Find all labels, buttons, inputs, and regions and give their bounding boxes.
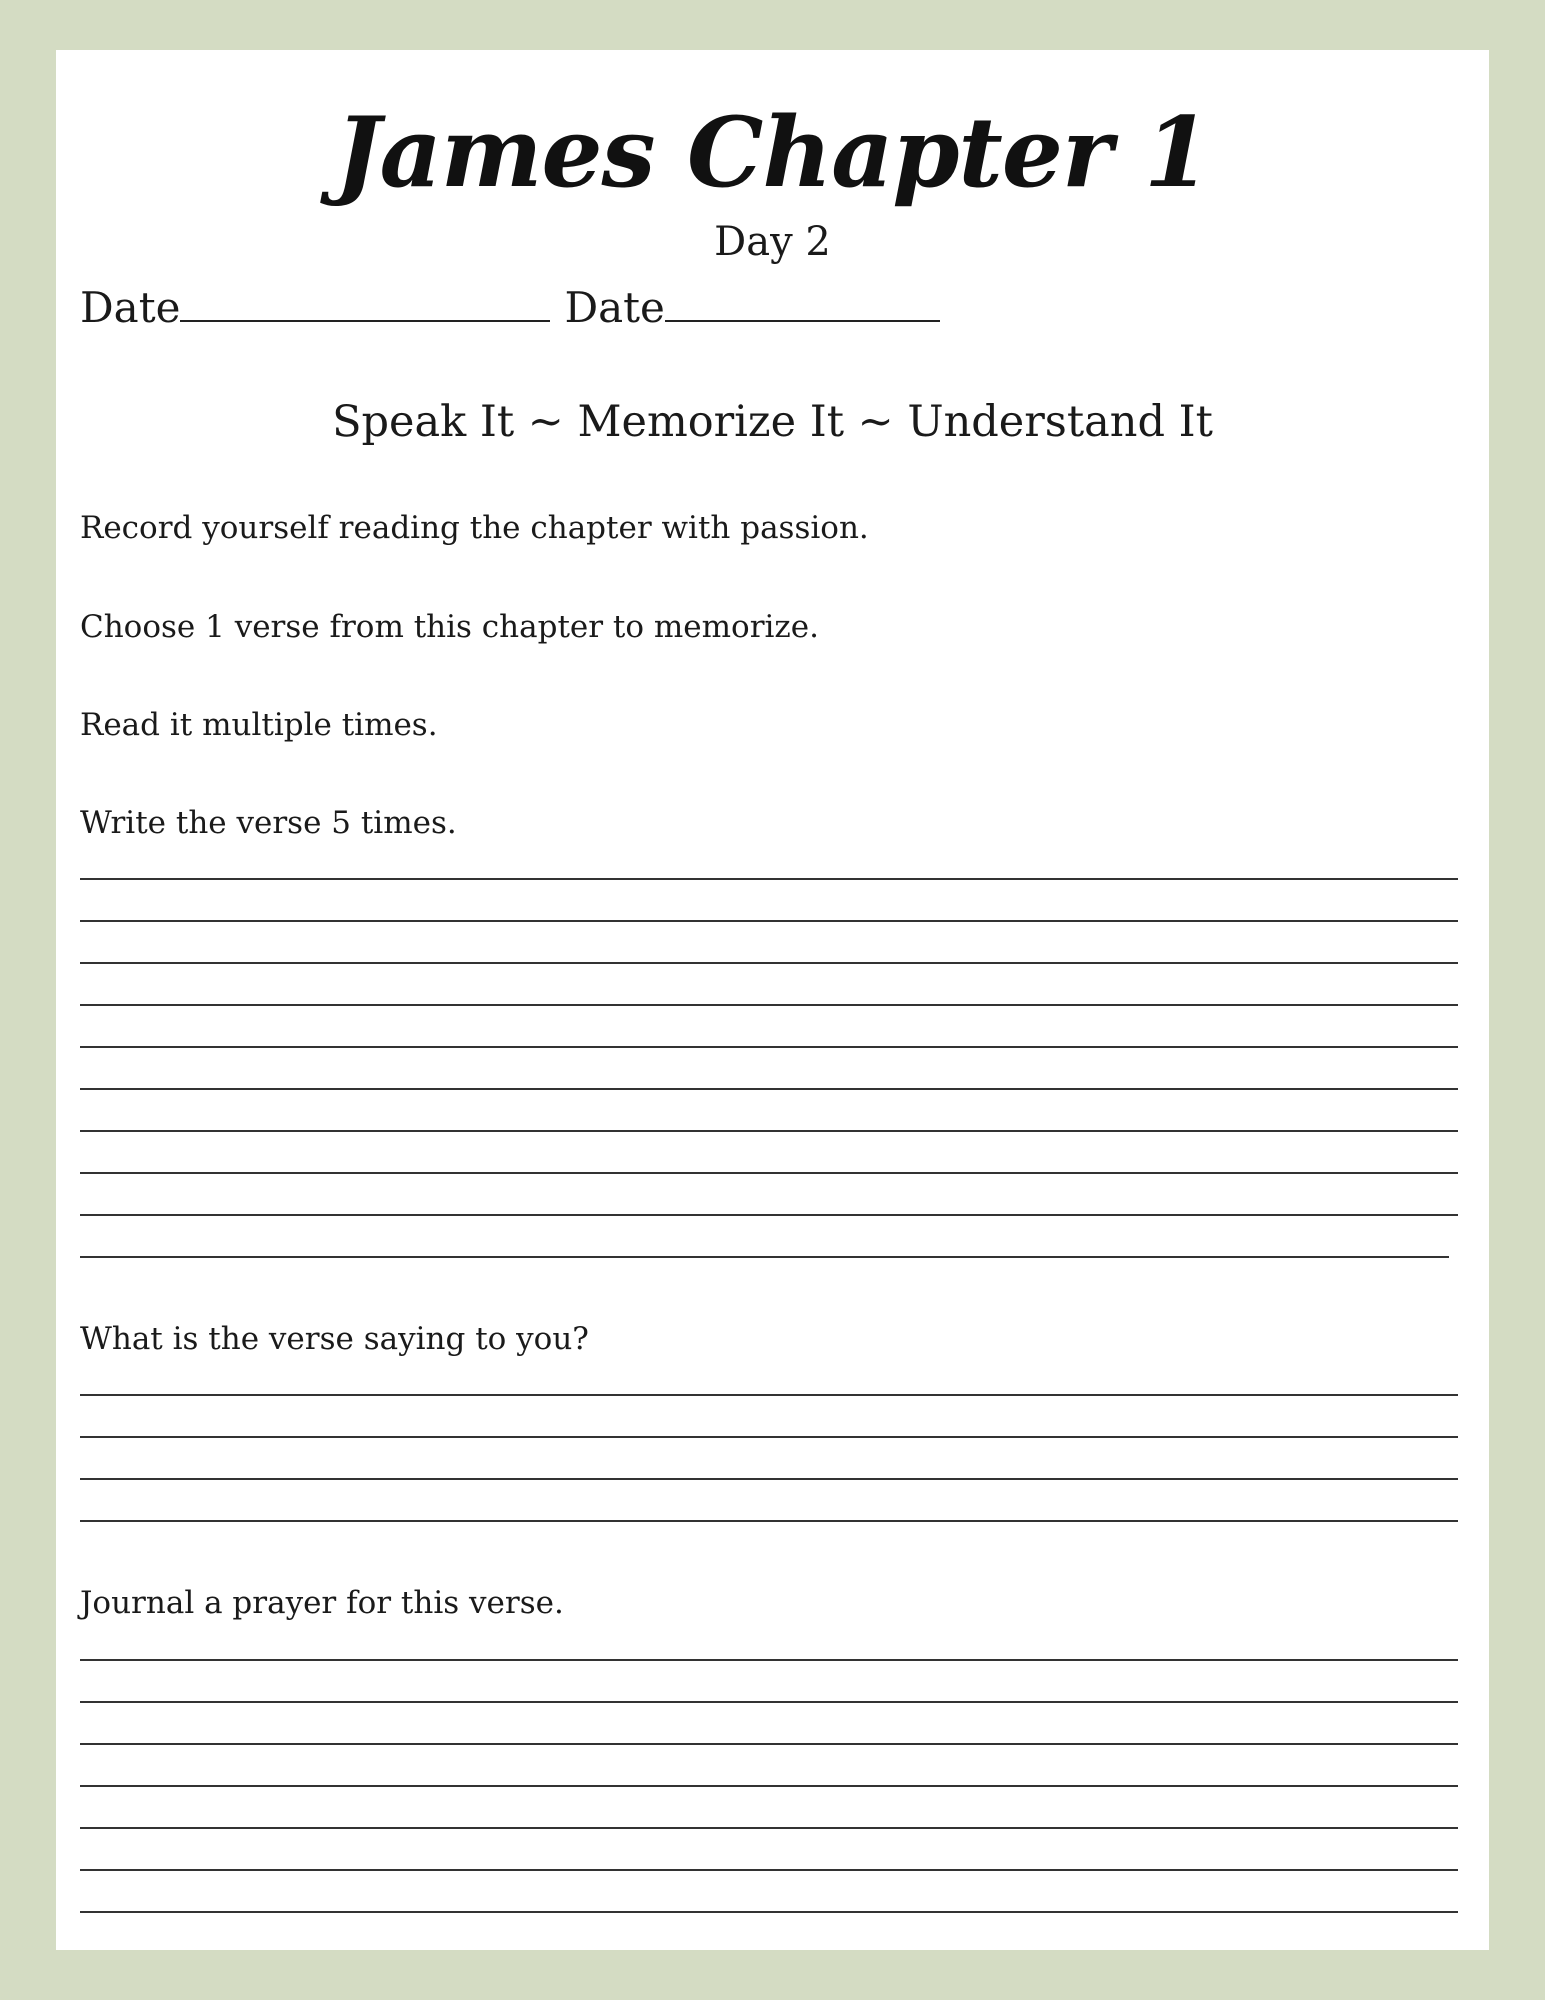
writing-line[interactable] [80,920,1458,922]
writing-line[interactable] [80,1478,1458,1480]
instruction-journal: Journal a prayer for this verse. [80,1585,564,1621]
writing-line[interactable] [80,1785,1458,1787]
date-field-2[interactable] [665,280,940,322]
writing-line[interactable] [80,962,1458,964]
date-row [80,280,954,334]
instruction-read: Read it multiple times. [80,707,438,743]
writing-line[interactable] [80,1130,1458,1132]
writing-line[interactable] [80,1256,1449,1258]
writing-line[interactable] [80,1659,1458,1661]
writing-line[interactable] [80,1172,1458,1174]
writing-line[interactable] [80,1743,1458,1745]
page-title: James Chapter 1 [335,96,1210,209]
worksheet-page [56,50,1489,1950]
instruction-saying: What is the verse saying to you? [80,1321,589,1357]
writing-line[interactable] [80,1394,1458,1396]
writing-line[interactable] [80,1004,1458,1006]
writing-line[interactable] [80,1214,1458,1216]
writing-line[interactable] [80,1911,1458,1913]
writing-line[interactable] [80,878,1458,880]
writing-line[interactable] [80,1088,1458,1090]
writing-line[interactable] [80,1869,1458,1871]
date-label-1: Date [80,283,181,332]
date-label-2: Date [564,283,665,332]
writing-line[interactable] [80,1046,1458,1048]
date-field-1[interactable] [180,280,550,322]
instruction-record: Record yourself reading the chapter with passion. [80,510,869,546]
instruction-choose: Choose 1 verse from this chapter to memorize. [80,609,819,645]
writing-line[interactable] [80,1701,1458,1703]
motto-heading: Speak It ~ Memorize It ~ Understand It [332,397,1213,447]
writing-line[interactable] [80,1520,1458,1522]
writing-line[interactable] [80,1436,1458,1438]
instruction-write: Write the verse 5 times. [80,805,457,841]
day-label: Day 2 [714,219,831,265]
writing-line[interactable] [80,1827,1458,1829]
